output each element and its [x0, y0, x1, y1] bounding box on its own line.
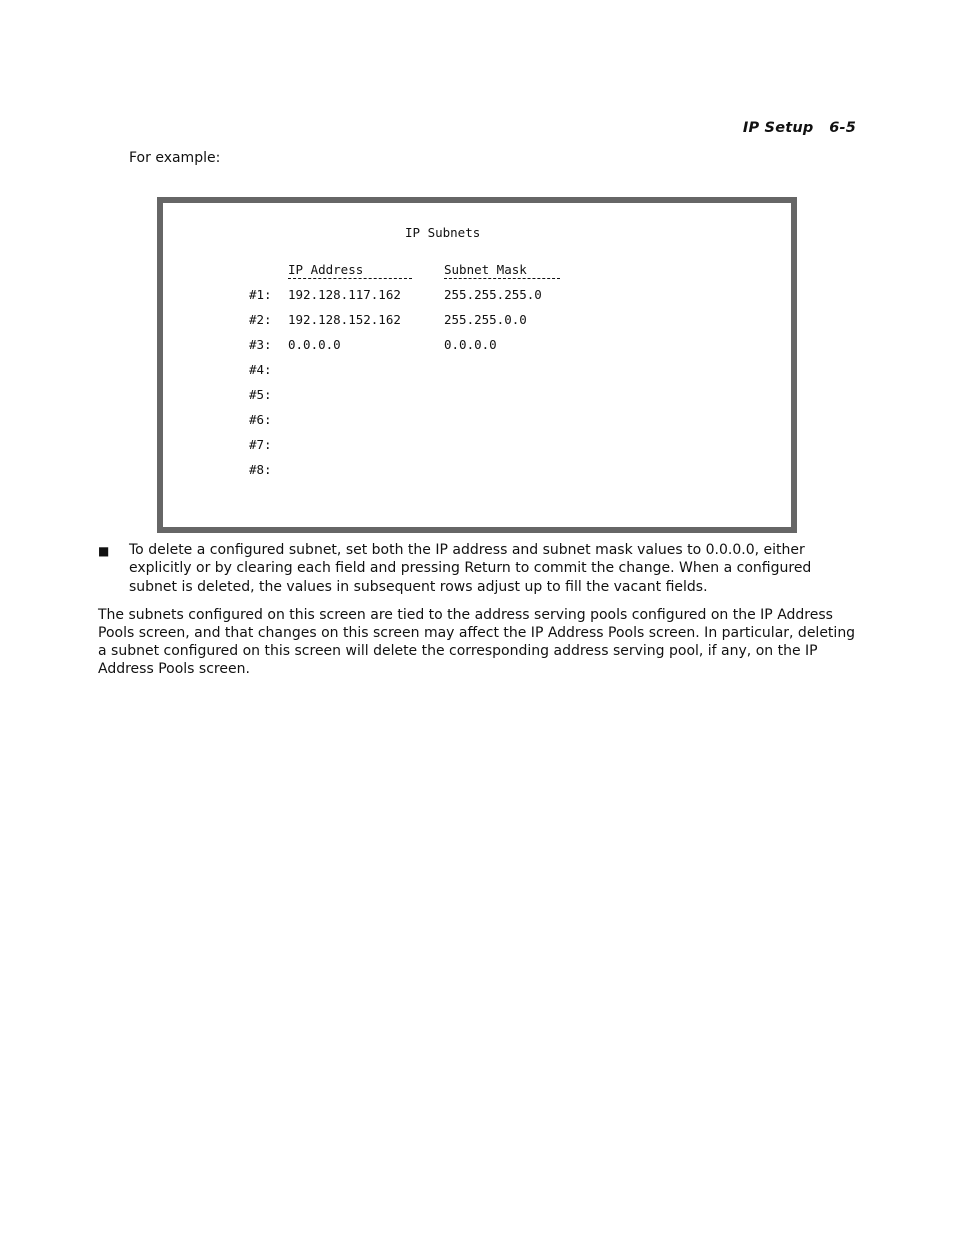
- ip-address-field[interactable]: 0.0.0.0: [288, 337, 341, 352]
- column-header-subnet-mask: Subnet Mask: [444, 262, 527, 277]
- subnet-mask-field[interactable]: 255.255.0.0: [444, 312, 527, 327]
- bullet-text: To delete a configured subnet, set both the IP address and subnet mask values to 0.0.0.0, either explicitly or by clearing each field and pressing Return to commit the change. When a configured subnet is deleted, the values in subsequent rows adjust up to fill the vacant fields.: [129, 542, 812, 595]
- ip-address-field[interactable]: 192.128.117.162: [288, 287, 401, 302]
- row-label: #5:: [249, 387, 272, 402]
- bullet-item: [98, 541, 858, 596]
- row-label: #3:: [249, 337, 272, 352]
- screen-title: IP Subnets: [405, 225, 481, 240]
- bullet-square-icon: ■: [98, 544, 110, 558]
- column-header-ip-address: IP Address: [288, 262, 364, 277]
- row-label: #7:: [249, 437, 272, 452]
- ip-address-field[interactable]: 192.128.152.162: [288, 312, 401, 327]
- row-label: #6:: [249, 412, 272, 427]
- subnet-mask-field[interactable]: 0.0.0.0: [444, 337, 497, 352]
- row-label: #2:: [249, 312, 272, 327]
- terminal-screen-figure: [157, 197, 797, 533]
- body-paragraph: The subnets configured on this screen are tied to the address serving pools configured on the IP Address Pools screen, and that changes on this screen may affect the IP Address Pools screen. In particular, deleting a subnet configured on this screen will delete the corresponding address serving pool, if any, on the IP Address Pools screen.: [98, 607, 856, 677]
- row-label: #1:: [249, 287, 272, 302]
- column-underline-mask: [444, 278, 560, 279]
- running-head: IP Setup 6-5: [742, 120, 856, 136]
- row-label: #4:: [249, 362, 272, 377]
- row-label: #8:: [249, 462, 272, 477]
- intro-text: For example:: [129, 150, 221, 166]
- subnet-mask-field[interactable]: 255.255.255.0: [444, 287, 542, 302]
- column-underline-ip: [288, 278, 412, 279]
